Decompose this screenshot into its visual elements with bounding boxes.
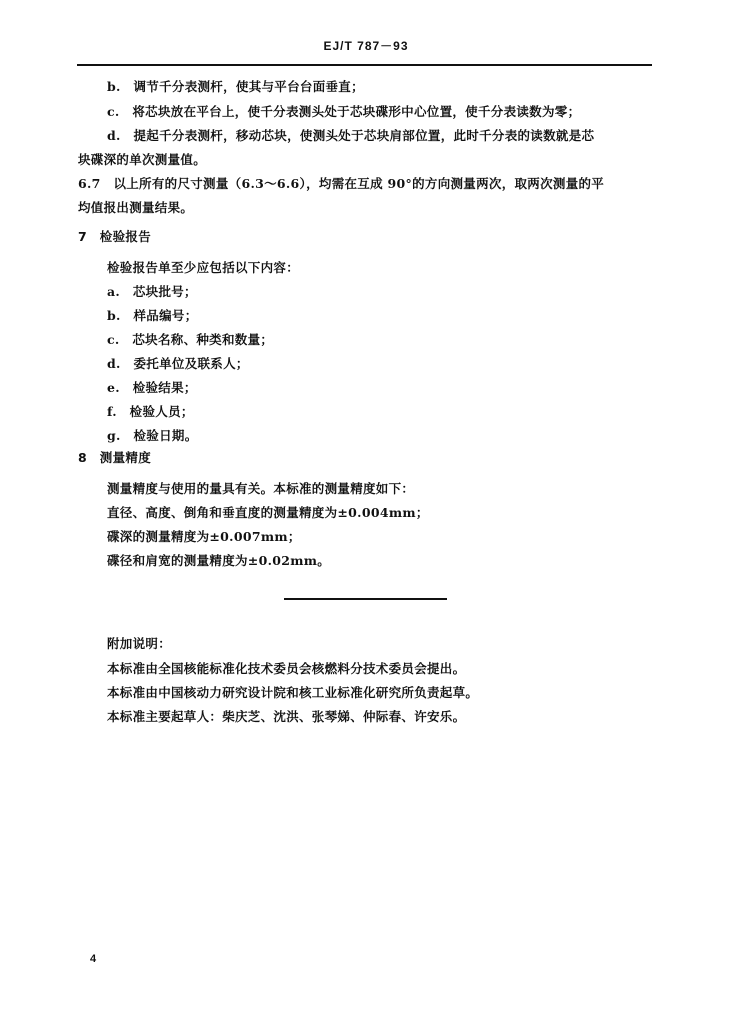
header-doc-code: EJ/T 787－93 <box>323 39 409 53</box>
notes-line: 本标准由全国核能标准化技术委员会核燃料分技术委员会提出。 <box>107 661 466 676</box>
clause-6-7-line-2: 均值报出测量结果。 <box>78 200 194 215</box>
step-d-line-2: 块碟深的单次测量值。 <box>78 152 207 167</box>
report-item: e. 检验结果； <box>107 380 197 395</box>
precision-line: 碟径和肩宽的测量精度为±0.02mm。 <box>107 553 331 568</box>
section-7-intro: 检验报告单至少应包括以下内容： <box>107 260 300 275</box>
report-item: b. 样品编号； <box>107 308 198 323</box>
report-item: f. 检验人员； <box>107 404 194 419</box>
end-divider <box>284 598 447 600</box>
report-item: d. 委托单位及联系人； <box>107 356 249 371</box>
report-item: g. 检验日期。 <box>107 428 198 443</box>
step-d-line-1: d. 提起千分表测杆，移动芯块，使测头处于芯块肩部位置，此时千分表的读数就是芯 <box>107 128 595 143</box>
notes-line: 本标准由中国核动力研究设计院和核工业标准化研究所负责起草。 <box>107 685 479 700</box>
step-b: b. 调节千分表测杆，使其与平台台面垂直； <box>107 79 364 94</box>
precision-line: 直径、高度、倒角和垂直度的测量精度为±0.004mm； <box>107 505 429 520</box>
report-item: a. 芯块批号； <box>107 284 197 299</box>
section-8-title: 8 测量精度 <box>78 450 151 465</box>
clause-6-7-line-1: 6.7 以上所有的尺寸测量（6.3～6.6），均需在互成 90°的方向测量两次，取两次测量的平 <box>78 176 605 191</box>
header-rule <box>77 64 652 66</box>
precision-line: 碟深的测量精度为±0.007mm； <box>107 529 301 544</box>
report-item: c. 芯块名称、种类和数量； <box>107 332 274 347</box>
section-7-title: 7 检验报告 <box>78 229 151 244</box>
precision-line: 测量精度与使用的量具有关。本标准的测量精度如下： <box>107 481 415 496</box>
notes-heading: 附加说明： <box>107 636 172 651</box>
step-c: c. 将芯块放在平台上，使千分表测头处于芯块碟形中心位置，使千分表读数为零； <box>107 104 581 119</box>
notes-line: 本标准主要起草人：柴庆芝、沈洪、张琴娣、仲际春、许安乐。 <box>107 709 466 724</box>
page-number: 4 <box>90 953 97 965</box>
